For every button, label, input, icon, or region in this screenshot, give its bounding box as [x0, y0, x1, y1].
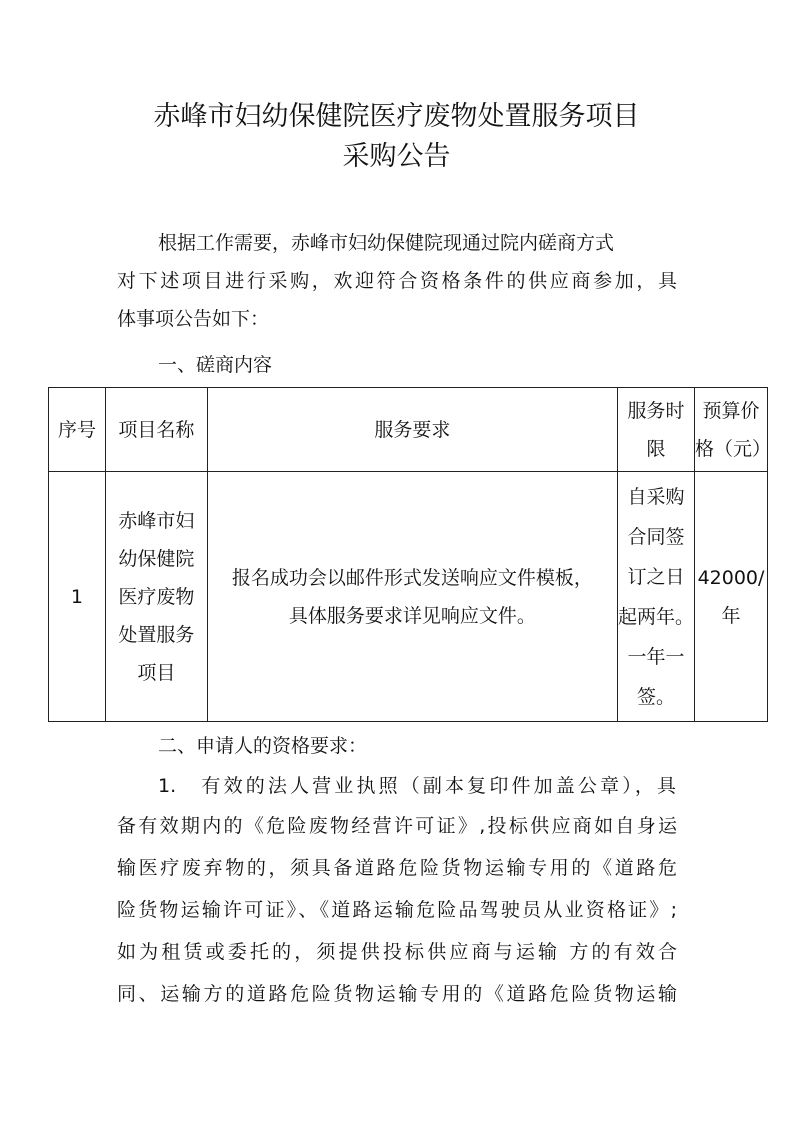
cell-service-period-line: 一年一	[627, 645, 685, 668]
cell-service-requirement	[207, 472, 617, 722]
header-service-period	[617, 388, 694, 472]
cell-project-name-line: 幼保健院	[118, 547, 195, 570]
procurement-table	[48, 387, 772, 722]
table-row	[49, 472, 768, 722]
cell-service-period-line: 订之日	[627, 565, 685, 588]
header-seq: 序号	[49, 388, 106, 472]
cell-service-requirement-line: 报名成功会以邮件形式发送响应文件模板，	[231, 566, 593, 589]
document-title-line-1: 赤峰市妇幼保健院医疗废物处置服务项目	[153, 101, 640, 132]
header-project-name: 项目名称	[105, 388, 207, 472]
header-service-period-line-1: 服务时	[627, 399, 685, 422]
intro-paragraph-line-2: 对下述项目进行采购，欢迎符合资格条件的供应商参加，具	[117, 270, 677, 292]
qualification-line-5: 如为租赁或委托的，须提供投标供应商与运输 方的有效合	[117, 941, 677, 963]
header-service-period-line-2: 限	[646, 437, 666, 460]
cell-project-name-line: 处置服务	[118, 623, 195, 646]
cell-service-period-line: 合同签	[627, 525, 685, 548]
header-service-requirement: 服务要求	[207, 388, 617, 472]
header-budget-line-2: 格（元）	[695, 437, 772, 460]
section-1-heading: 一、磋商内容	[158, 354, 273, 376]
qualification-line-4: 险货物运输许可证》、《道路运输危险品驾驶员从业资格证》;	[117, 899, 677, 921]
cell-project-name	[105, 472, 207, 722]
cell-service-period	[617, 472, 694, 722]
cell-service-period-line: 起两年。	[617, 605, 694, 628]
cell-seq: 1	[49, 472, 106, 722]
cell-budget-line: 42000/	[697, 566, 765, 589]
section-2-heading: 二、申请人的资格要求：	[158, 735, 368, 757]
qualification-line-2: 备有效期内的《危险废物经营许可证》,投标供应商如自身运	[117, 815, 677, 837]
cell-project-name-line: 医疗废物	[118, 585, 195, 608]
document-title-line-2: 采购公告	[342, 141, 451, 172]
qualification-line-3: 输医疗废弃物的，须具备道路危险货物运输专用的《道路危	[117, 857, 677, 879]
intro-paragraph-line-1: 根据工作需要，赤峰市妇幼保健院现通过院内磋商方式	[158, 232, 615, 254]
header-budget	[695, 388, 772, 472]
table-header-row	[49, 388, 768, 472]
header-budget-line-1: 预算价	[702, 399, 760, 422]
cell-service-period-line: 自采购	[627, 485, 685, 508]
cell-budget-line: 年	[721, 604, 741, 627]
cell-service-period-line: 签。	[636, 685, 675, 708]
cell-project-name-line: 项目	[137, 661, 176, 684]
cell-service-requirement-line: 具体服务要求详见响应文件。	[288, 604, 536, 627]
cell-budget	[695, 472, 768, 722]
intro-paragraph-line-3: 体事项公告如下：	[117, 308, 270, 330]
qualification-line-6: 同、运输方的道路危险货物运输专用的《道路危险货物运输	[117, 983, 677, 1005]
qualification-line-1: 1. 有效的法人营业执照（副本复印件加盖公章），具	[158, 775, 676, 797]
cell-project-name-line: 赤峰市妇	[118, 509, 195, 532]
